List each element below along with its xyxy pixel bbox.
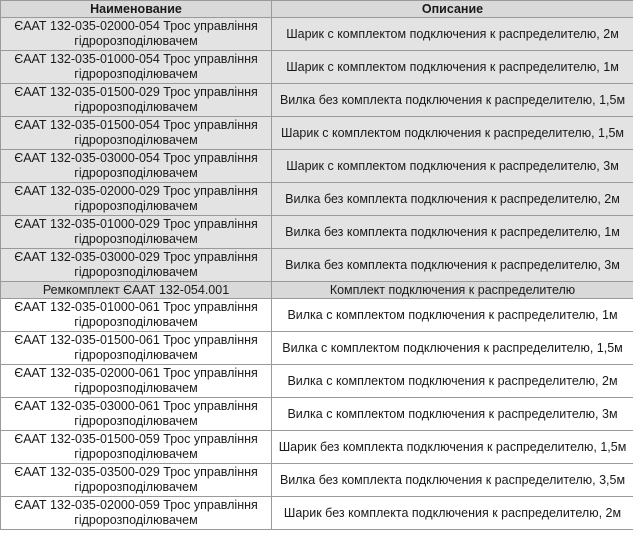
cell-description: Вилка с комплектом подключения к распределителю, 1,5м	[272, 332, 633, 365]
cell-name: ЄААТ 132-035-01500-059 Трос управління гідророзподілювачем	[1, 431, 272, 464]
cell-description: Шарик с комплектом подключения к распределителю, 1м	[272, 51, 633, 84]
cell-description: Вилка без комплекта подключения к распределителю, 3м	[272, 249, 633, 282]
table-row	[1, 398, 633, 431]
cell-description: Шарик с комплектом подключения к распределителю, 1,5м	[272, 117, 633, 150]
cell-name: ЄААТ 132-035-01500-029 Трос управління гідророзподілювачем	[1, 84, 272, 117]
table-row	[1, 365, 633, 398]
table-row	[1, 117, 633, 150]
cell-description: Вилка с комплектом подключения к распределителю, 2м	[272, 365, 633, 398]
cell-description: Шарик без комплекта подключения к распределителю, 2м	[272, 497, 633, 530]
cell-name: ЄААТ 132-035-01000-054 Трос управління гідророзподілювачем	[1, 51, 272, 84]
table-row	[1, 249, 633, 282]
cell-name: ЄААТ 132-035-02000-054 Трос управління гідророзподілювачем	[1, 18, 272, 51]
table-row	[1, 332, 633, 365]
cell-name: ЄААТ 132-035-03500-029 Трос управління гідророзподілювачем	[1, 464, 272, 497]
table-row	[1, 216, 633, 249]
cell-description: Вилка без комплекта подключения к распределителю, 1,5м	[272, 84, 633, 117]
cell-name: ЄААТ 132-035-03000-061 Трос управління гідророзподілювачем	[1, 398, 272, 431]
table-row	[1, 18, 633, 51]
header-description: Описание	[272, 1, 633, 18]
table-row	[1, 431, 633, 464]
cell-description: Вилка без комплекта подключения к распределителю, 3,5м	[272, 464, 633, 497]
cell-name: ЄААТ 132-035-02000-059 Трос управління гідророзподілювачем	[1, 497, 272, 530]
cell-name: ЄААТ 132-035-01000-029 Трос управління гідророзподілювачем	[1, 216, 272, 249]
cell-name: ЄААТ 132-035-02000-029 Трос управління гідророзподілювачем	[1, 183, 272, 216]
table-row	[1, 84, 633, 117]
table-row	[1, 299, 633, 332]
cell-description: Шарик без комплекта подключения к распределителю, 1,5м	[272, 431, 633, 464]
cell-name: ЄААТ 132-035-03000-054 Трос управління гідророзподілювачем	[1, 150, 272, 183]
cell-description: Вилка без комплекта подключения к распределителю, 2м	[272, 183, 633, 216]
cell-description: Вилка с комплектом подключения к распределителю, 3м	[272, 398, 633, 431]
section-name: Ремкомплект ЄААТ 132-054.001	[1, 282, 272, 299]
cell-description: Вилка без комплекта подключения к распределителю, 1м	[272, 216, 633, 249]
table-row	[1, 497, 633, 530]
cell-name: ЄААТ 132-035-02000-061 Трос управління гідророзподілювачем	[1, 365, 272, 398]
section-description: Комплект подключения к распределителю	[272, 282, 633, 299]
table-row	[1, 150, 633, 183]
cell-name: ЄААТ 132-035-03000-029 Трос управління гідророзподілювачем	[1, 249, 272, 282]
cell-name: ЄААТ 132-035-01000-061 Трос управління гідророзподілювачем	[1, 299, 272, 332]
header-row	[1, 1, 633, 18]
table-row	[1, 183, 633, 216]
section-row	[1, 282, 633, 299]
table-row	[1, 464, 633, 497]
cell-description: Шарик с комплектом подключения к распределителю, 3м	[272, 150, 633, 183]
cell-description: Шарик с комплектом подключения к распределителю, 2м	[272, 18, 633, 51]
cell-description: Вилка с комплектом подключения к распределителю, 1м	[272, 299, 633, 332]
cell-name: ЄААТ 132-035-01500-054 Трос управління гідророзподілювачем	[1, 117, 272, 150]
cell-name: ЄААТ 132-035-01500-061 Трос управління гідророзподілювачем	[1, 332, 272, 365]
table-row	[1, 51, 633, 84]
header-name: Наименование	[1, 1, 272, 18]
